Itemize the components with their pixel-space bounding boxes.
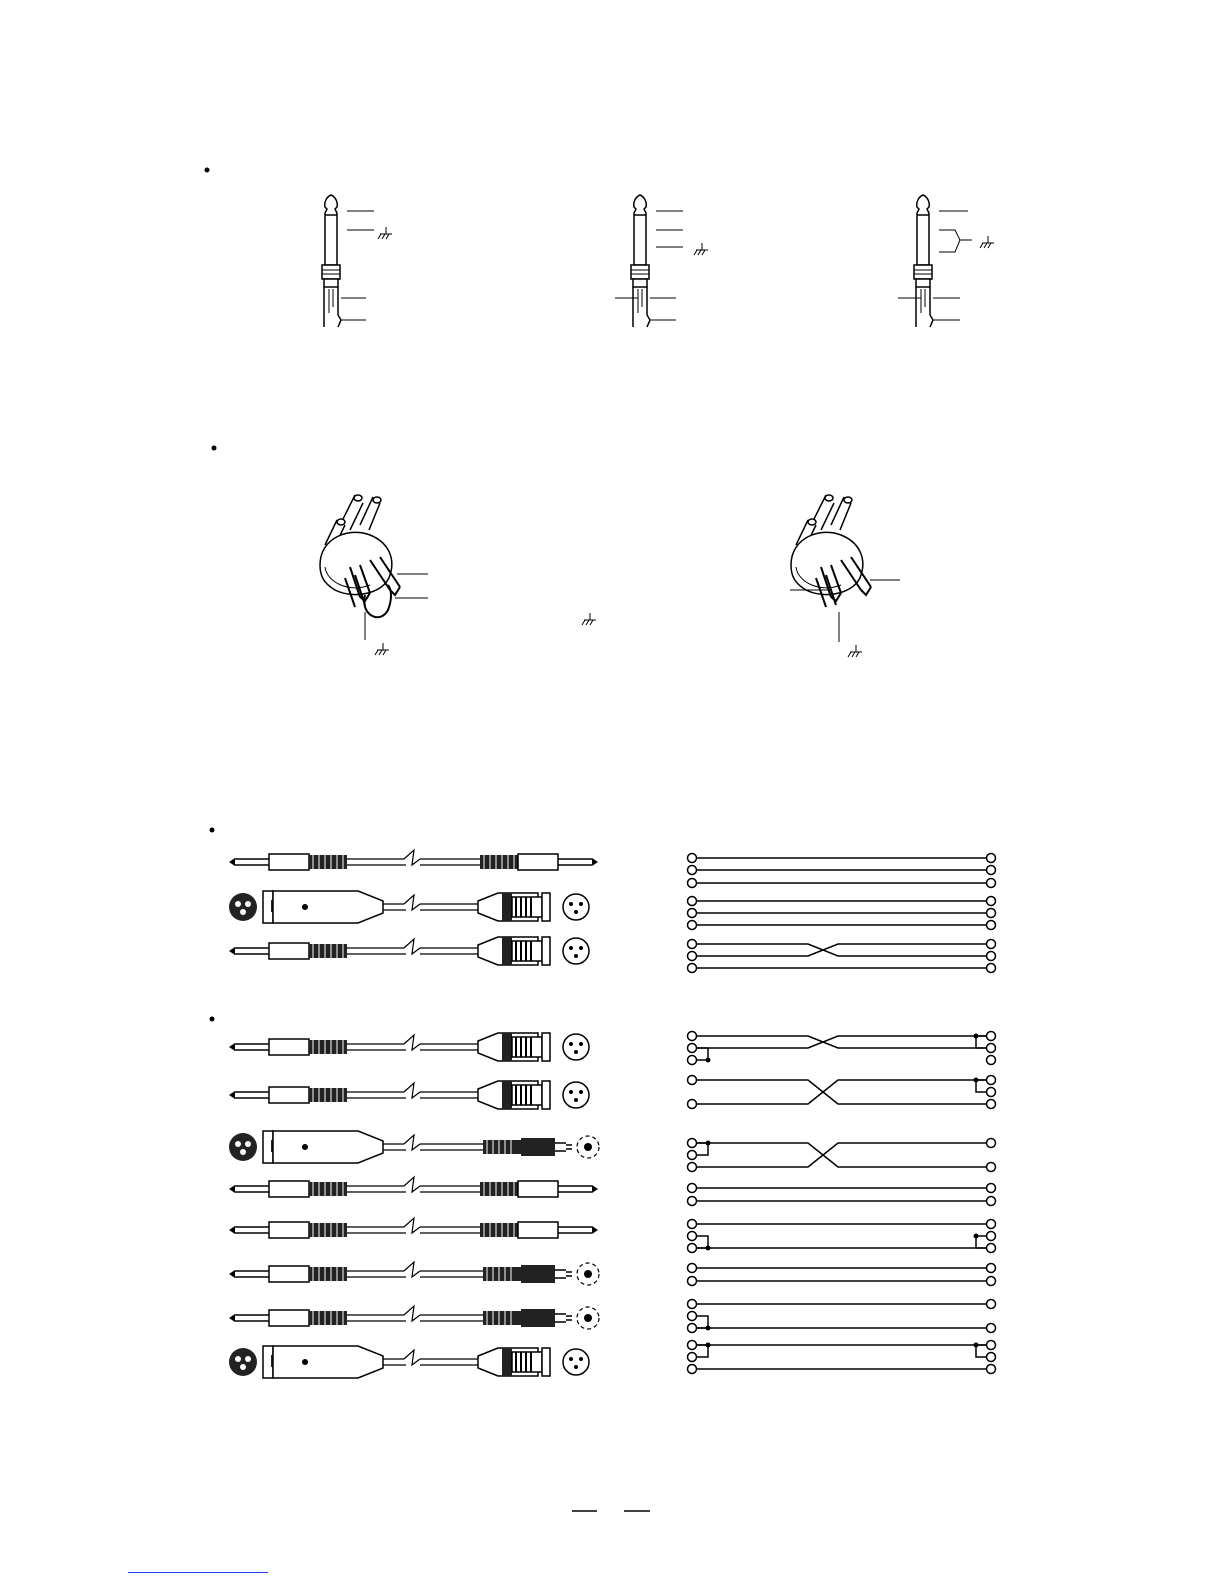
- jack-connector: [229, 1222, 347, 1238]
- jack-connector: [480, 854, 598, 870]
- wire: [697, 1080, 986, 1104]
- wire: [697, 1036, 986, 1048]
- jack-connector: [229, 854, 347, 870]
- wiring-unbal-8: [688, 1341, 996, 1374]
- xlr-female-connector: [229, 1131, 383, 1163]
- rca-connector: [483, 1307, 599, 1329]
- terminal: [987, 897, 996, 906]
- terminal: [987, 1341, 996, 1350]
- terminal: [688, 1365, 697, 1374]
- rca-connector: [483, 1263, 599, 1285]
- junction-dot: [706, 1326, 711, 1331]
- terminal: [688, 1184, 697, 1193]
- section-bullets: [205, 168, 217, 1022]
- junction-dot: [974, 1034, 979, 1039]
- terminal: [688, 1163, 697, 1172]
- jack-connector: [229, 943, 347, 959]
- bullet-unbalanced-cables: [210, 1017, 215, 1022]
- terminal: [688, 854, 697, 863]
- junction-dot: [974, 1078, 979, 1083]
- terminal: [688, 1324, 697, 1333]
- bullet-balanced-cables: [210, 828, 215, 833]
- xlr-unbalanced-plug-diagram: [320, 495, 596, 655]
- wiring-schematics: [688, 854, 996, 1374]
- terminal: [688, 1232, 697, 1241]
- cable-break: [404, 1177, 420, 1192]
- terminal: [987, 1365, 996, 1374]
- jack-connector: [229, 1181, 347, 1197]
- terminal: [987, 1184, 996, 1193]
- junction-dot: [706, 1058, 711, 1063]
- cable-mono-jack-to-mono-jack: [229, 1177, 598, 1197]
- junction-dot: [974, 1343, 979, 1348]
- terminal: [987, 1220, 996, 1229]
- terminal: [987, 1300, 996, 1309]
- terminal: [688, 866, 697, 875]
- terminal: [688, 1076, 697, 1085]
- terminal: [688, 1044, 697, 1053]
- terminal: [987, 1197, 996, 1206]
- wiring-unbal-2: [688, 1076, 996, 1109]
- cable-xlr-female-to-xlr-male: [229, 1346, 589, 1378]
- terminal: [688, 964, 697, 973]
- jack-connector: [229, 1087, 347, 1103]
- wiring-unbal-1: [688, 1032, 996, 1065]
- wire: [697, 1036, 986, 1048]
- terminal: [688, 879, 697, 888]
- terminal: [688, 1151, 697, 1160]
- rca-connector: [483, 1136, 599, 1158]
- terminal: [987, 964, 996, 973]
- terminal: [987, 1056, 996, 1065]
- terminal: [987, 909, 996, 918]
- bullet-xlr-plugs: [212, 446, 217, 451]
- terminal: [987, 1139, 996, 1148]
- wire: [697, 1143, 986, 1167]
- terminal: [987, 1163, 996, 1172]
- cable-break: [404, 850, 420, 865]
- terminal: [688, 1220, 697, 1229]
- terminal: [987, 1032, 996, 1041]
- jack-connector: [229, 1310, 347, 1326]
- terminal: [688, 1353, 697, 1362]
- cable-jack-to-jack: [229, 850, 598, 870]
- cable-jack-to-xlr-male: [229, 937, 589, 965]
- wiring-unbal-6: [688, 1264, 996, 1286]
- xlr-male-connector: [478, 1081, 589, 1109]
- wiring-jack-xlr: [688, 940, 996, 973]
- junction-dot: [974, 1234, 979, 1239]
- terminal: [987, 1088, 996, 1097]
- junction-dot: [706, 1246, 711, 1251]
- wiring-unbal-5: [688, 1220, 996, 1253]
- cable-break: [404, 1262, 420, 1277]
- xlr-female-connector: [229, 891, 383, 923]
- cable-break: [404, 1135, 420, 1150]
- terminal: [987, 940, 996, 949]
- wire: [697, 944, 986, 956]
- junction-dot: [706, 1141, 711, 1146]
- cable-xlr-female-to-xlr-male: [229, 891, 589, 923]
- wiring-unbal-7: [688, 1300, 996, 1333]
- mono-jack-plug-diagram: [322, 195, 392, 327]
- wiring-unbal-4: [688, 1184, 996, 1206]
- cable-mono-jack-to-rca: [229, 1262, 599, 1285]
- terminal: [688, 952, 697, 961]
- terminal: [987, 1277, 996, 1286]
- terminal: [987, 866, 996, 875]
- cable-break: [404, 939, 420, 954]
- wiring-xlr-xlr: [688, 897, 996, 930]
- terminal: [987, 1232, 996, 1241]
- terminal: [987, 854, 996, 863]
- terminal: [688, 1264, 697, 1273]
- cable-drawings: [229, 850, 599, 1378]
- cable-break: [404, 1083, 420, 1098]
- xlr-male-connector: [478, 937, 589, 965]
- terminal: [688, 1100, 697, 1109]
- terminal: [987, 1353, 996, 1362]
- terminal: [987, 921, 996, 930]
- wiring-unbal-3: [688, 1139, 996, 1172]
- cable-jack-to-xlr-male: [229, 1033, 589, 1061]
- xlr-balanced-plug-diagram: [790, 495, 900, 657]
- stereo-jack-plug-diagram: [615, 195, 708, 327]
- xlr-male-connector: [478, 893, 589, 921]
- wiring-jack-jack: [688, 854, 996, 888]
- terminal: [987, 1264, 996, 1273]
- terminal: [987, 1100, 996, 1109]
- footer-link-underline[interactable]: [128, 1571, 268, 1573]
- cable-break: [404, 1350, 420, 1365]
- terminal: [987, 1076, 996, 1085]
- xlr-female-connector: [229, 1346, 383, 1378]
- junction-dot: [706, 1343, 711, 1348]
- jack-connector: [480, 1181, 598, 1197]
- cable-break: [404, 1306, 420, 1321]
- terminal: [688, 909, 697, 918]
- terminal: [688, 1244, 697, 1253]
- terminal: [688, 1032, 697, 1041]
- cable-xlr-female-to-rca: [229, 1131, 599, 1163]
- terminal: [987, 1324, 996, 1333]
- terminal: [688, 1341, 697, 1350]
- xlr-male-connector: [478, 1348, 589, 1376]
- terminal: [987, 879, 996, 888]
- terminal: [688, 1277, 697, 1286]
- bridged-stereo-jack-plug-diagram: [898, 195, 994, 327]
- cable-jack-to-rca: [229, 1306, 599, 1329]
- terminal: [688, 1056, 697, 1065]
- jack-connector: [229, 1266, 347, 1282]
- cable-break: [404, 895, 420, 910]
- jack-connector: [229, 1039, 347, 1055]
- terminal: [688, 1300, 697, 1309]
- cable-jack-to-jack: [229, 1218, 598, 1238]
- jack-connector: [480, 1222, 598, 1238]
- terminal: [688, 921, 697, 930]
- wire: [697, 1080, 986, 1104]
- terminal: [688, 1139, 697, 1148]
- terminal: [987, 1244, 996, 1253]
- cable-mono-jack-to-xlr-male: [229, 1081, 589, 1109]
- wire: [697, 1143, 986, 1167]
- wire: [697, 944, 986, 956]
- xlr-male-connector: [478, 1033, 589, 1061]
- terminal: [987, 1044, 996, 1053]
- bullet-jack-plugs: [205, 168, 210, 173]
- terminal: [688, 1197, 697, 1206]
- cable-break: [404, 1035, 420, 1050]
- terminal: [987, 952, 996, 961]
- terminal: [688, 1312, 697, 1321]
- terminal: [688, 897, 697, 906]
- terminal: [688, 940, 697, 949]
- cable-break: [404, 1218, 420, 1233]
